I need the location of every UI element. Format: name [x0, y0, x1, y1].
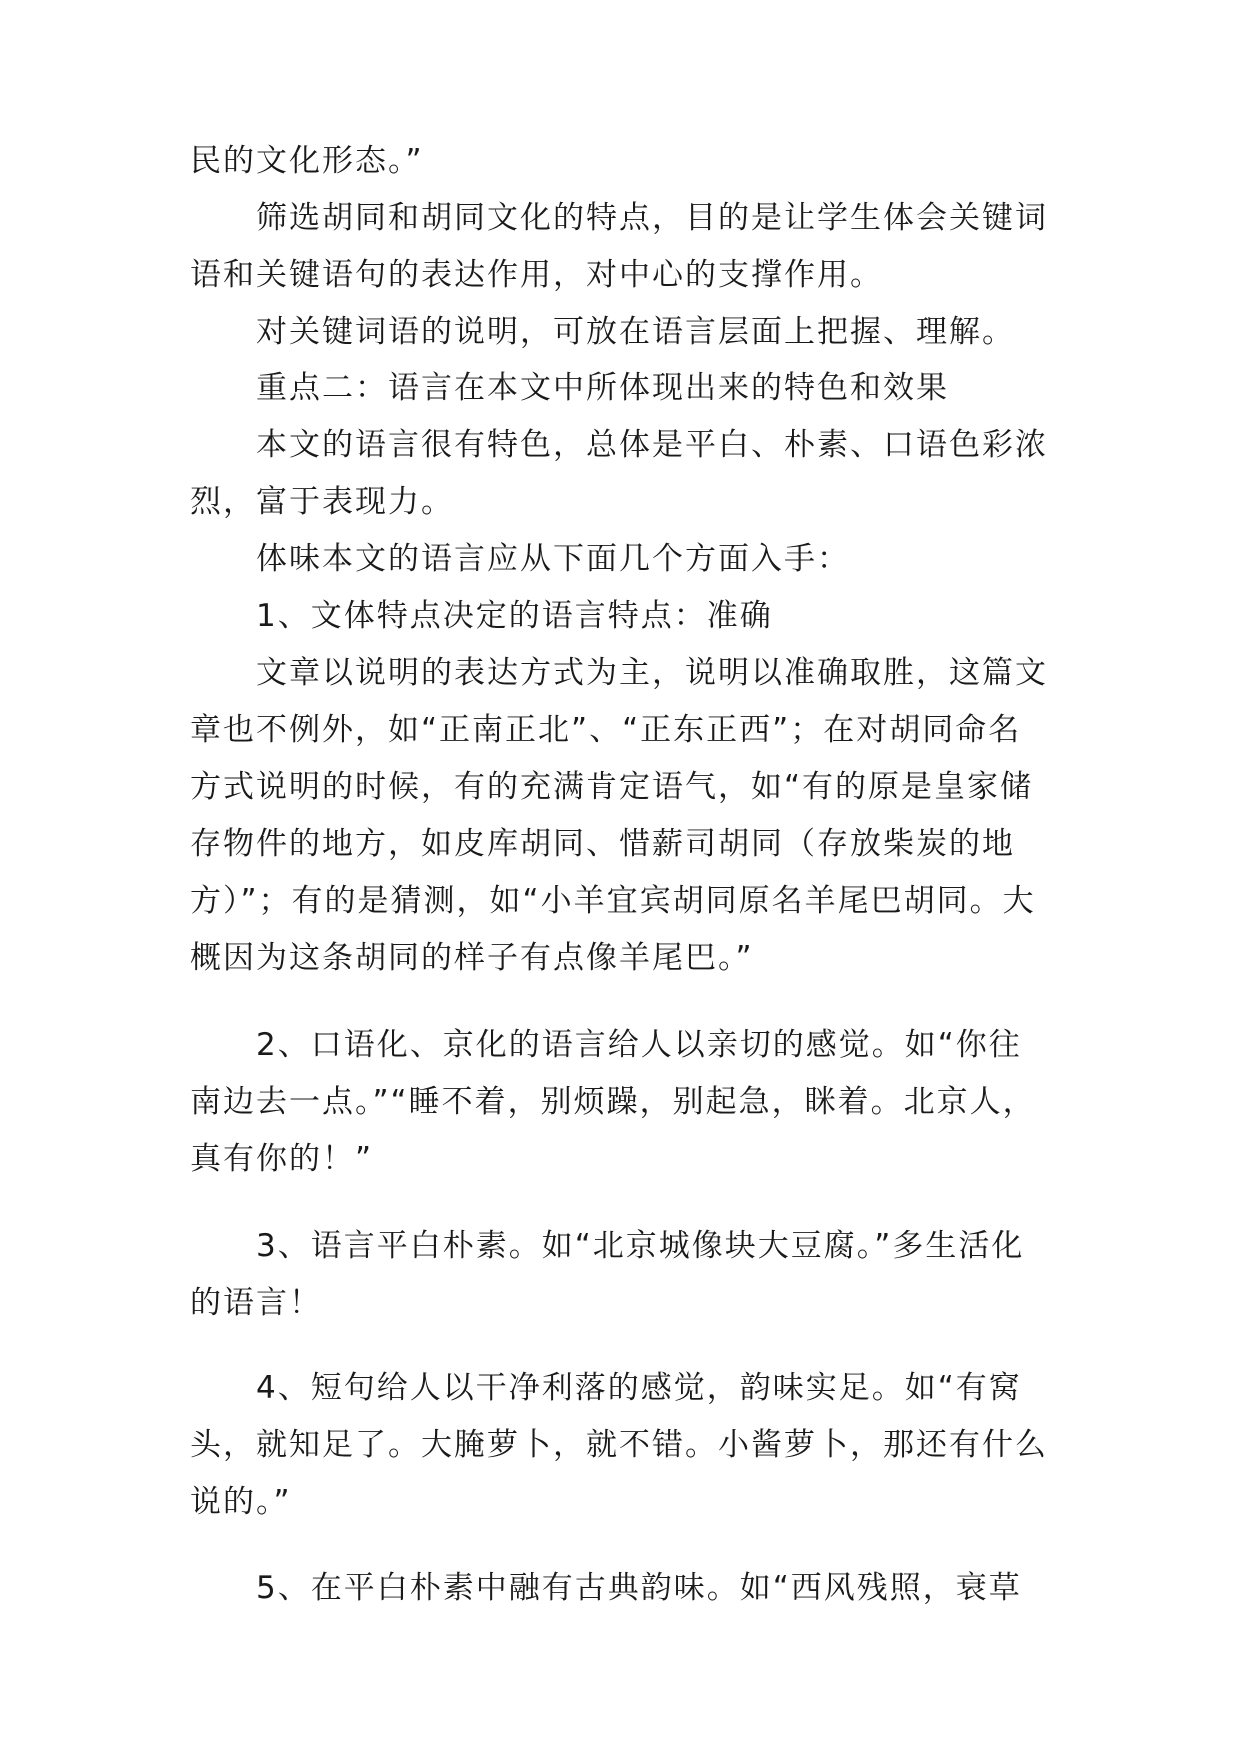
section-heading: 重点二：语言在本文中所体现出来的特色和效果: [256, 370, 949, 406]
text-line: 方式说明的时候，有的充满肯定语气，如“有的原是皇家储: [190, 769, 1034, 805]
text-line: 筛选胡同和胡同文化的特点，目的是让学生体会关键词: [256, 200, 1048, 236]
text-line: 体味本文的语言应从下面几个方面入手：: [256, 541, 850, 577]
text-line: 真有你的！”: [190, 1141, 374, 1177]
list-item: 1、文体特点决定的语言特点：准确: [256, 598, 773, 634]
text-line: 概因为这条胡同的样子有点像羊尾巴。”: [190, 940, 754, 976]
text-line: 存物件的地方，如皮库胡同、惜薪司胡同（存放柴炭的地: [190, 826, 1015, 862]
list-item: 4、短句给人以干净利落的感觉，韵味实足。如“有窝: [256, 1370, 1022, 1406]
text-line: 南边去一点。”“睡不着，别烦躁，别起急，眯着。北京人，: [190, 1084, 1036, 1120]
list-item: 2、口语化、京化的语言给人以亲切的感觉。如“你往: [256, 1027, 1022, 1063]
text-line: 本文的语言很有特色，总体是平白、朴素、口语色彩浓: [256, 427, 1048, 463]
text-line: 方）”；有的是猜测，如“小羊宜宾胡同原名羊尾巴胡同。大: [190, 883, 1036, 919]
text-line: 说的。”: [190, 1484, 292, 1520]
text-line: 对关键词语的说明，可放在语言层面上把握、理解。: [256, 314, 1015, 350]
text-line: 烈，富于表现力。: [190, 484, 454, 520]
text-line: 语和关键语句的表达作用，对中心的支撑作用。: [190, 257, 883, 293]
list-item: 5、在平白朴素中融有古典韵味。如“西风残照，衰草: [256, 1570, 1022, 1606]
list-item: 3、语言平白朴素。如“北京城像块大豆腐。”多生活化: [256, 1228, 1025, 1264]
text-line: 的语言！: [190, 1285, 322, 1321]
text-line: 文章以说明的表达方式为主，说明以准确取胜，这篇文: [256, 655, 1048, 691]
text-line: 民的文化形态。”: [190, 143, 424, 179]
text-line: 头，就知足了。大腌萝卜，就不错。小酱萝卜，那还有什么: [190, 1427, 1048, 1463]
text-line: 章也不例外，如“正南正北”、“正东正西”；在对胡同命名: [190, 712, 1022, 748]
